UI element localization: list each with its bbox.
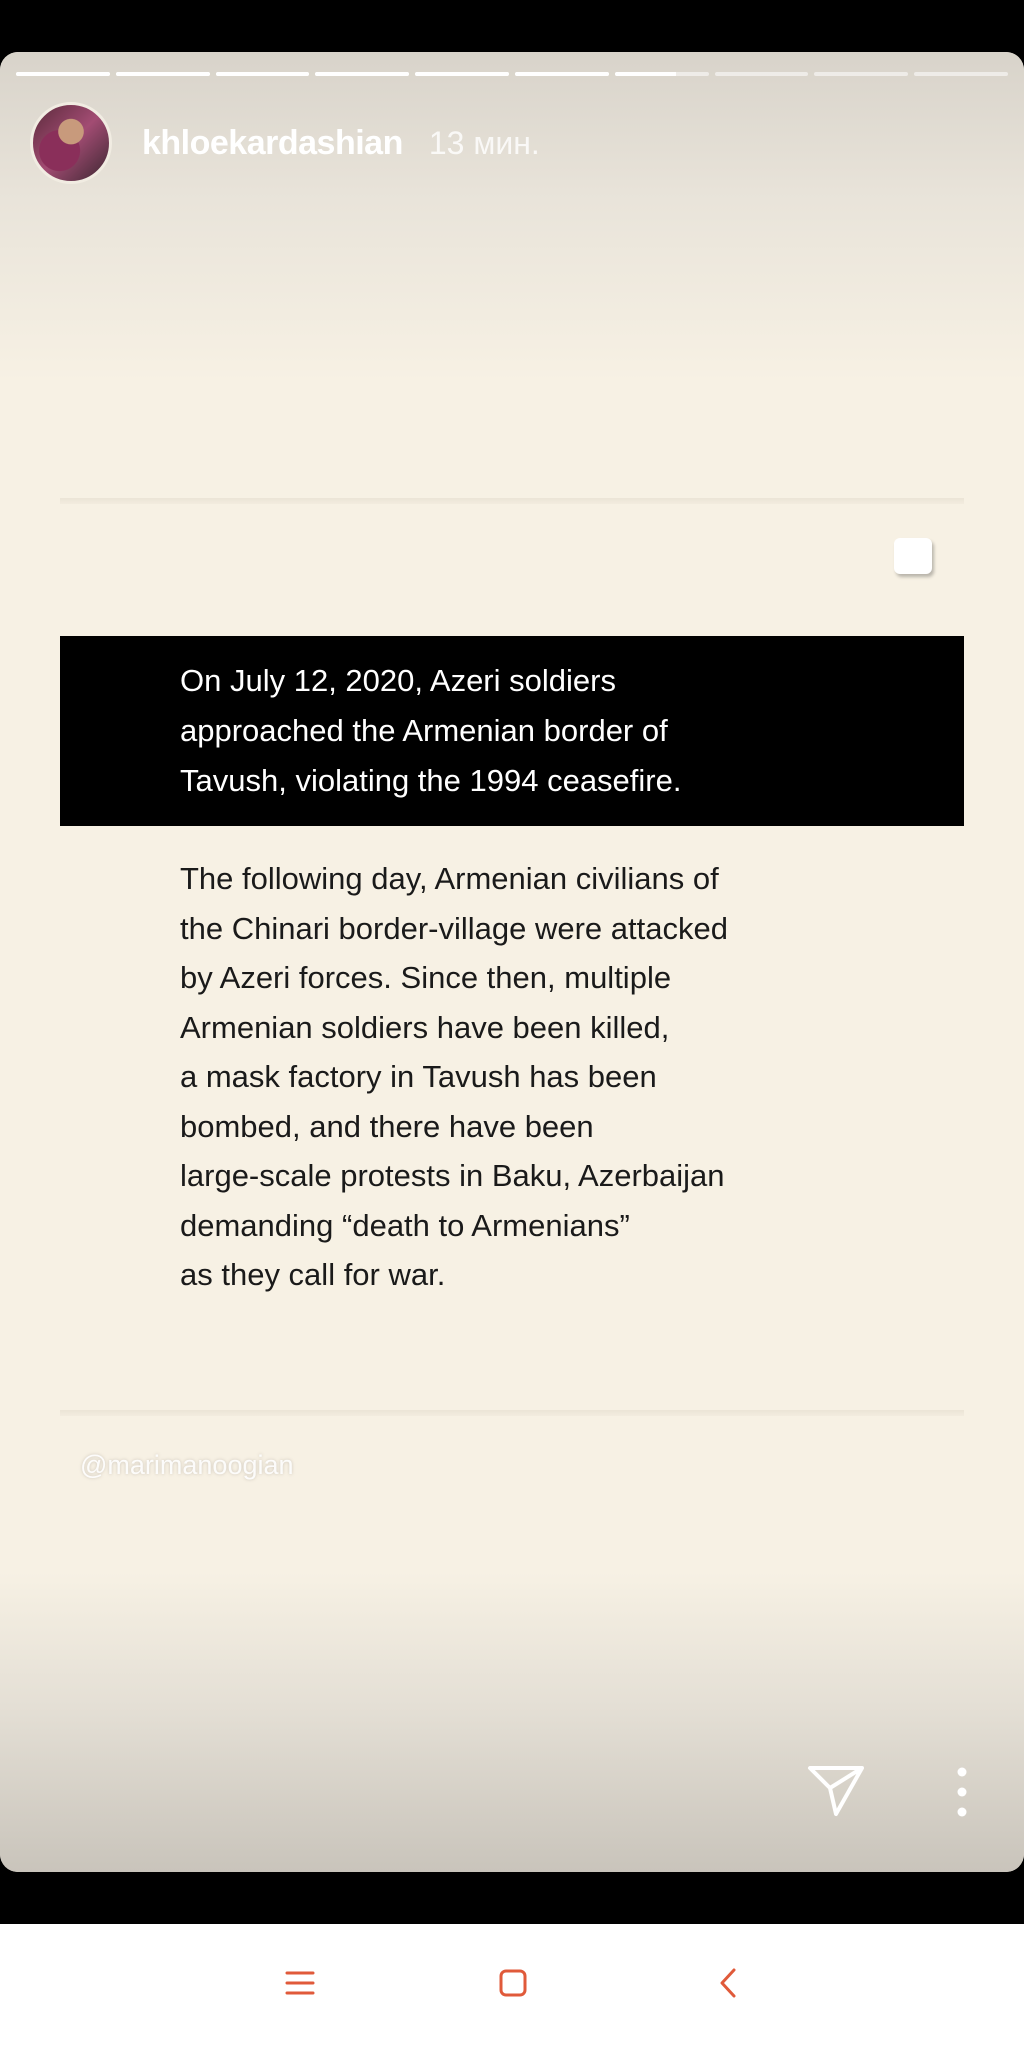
top-divider	[60, 498, 964, 504]
progress-segment	[415, 72, 509, 76]
bottom-gradient	[0, 1572, 1024, 1872]
back-chevron-icon	[716, 1967, 740, 1999]
progress-segment	[16, 72, 110, 76]
progress-segment	[615, 72, 709, 76]
story-progress-bar	[16, 72, 1008, 77]
menu-icon	[285, 1970, 315, 1996]
progress-segment	[216, 72, 310, 76]
progress-fill	[116, 72, 210, 76]
body-line: The following day, Armenian civilians of	[180, 861, 719, 896]
progress-fill	[16, 72, 110, 76]
body-line: by Azeri forces. Since then, multiple	[180, 960, 672, 995]
home-square-icon	[498, 1968, 528, 1998]
body-line: the Chinari border-village were attacked	[180, 910, 728, 946]
highlight-line: Tavush, violating the 1994 ceasefire.	[180, 763, 682, 798]
back-button[interactable]	[703, 1958, 753, 2008]
highlight-line: On July 12, 2020, Azeri soldiers	[180, 663, 616, 698]
send-icon[interactable]	[806, 1762, 866, 1818]
progress-segment	[116, 72, 210, 76]
bottom-divider	[60, 1410, 964, 1416]
body-line: demanding “death to Armenians”	[180, 1207, 630, 1243]
story-viewer[interactable]	[0, 52, 1024, 1872]
progress-segment	[515, 72, 609, 76]
system-navigation-bar	[0, 1924, 1024, 2048]
more-vertical-icon[interactable]	[948, 1766, 976, 1818]
progress-segment	[814, 72, 908, 76]
body-line: a mask factory in Tavush has been	[180, 1059, 657, 1094]
mention-tag[interactable]: @marimanoogian	[80, 1450, 294, 1480]
avatar[interactable]	[30, 102, 112, 184]
progress-fill	[515, 72, 609, 76]
progress-fill	[615, 72, 676, 76]
menu-button[interactable]	[275, 1958, 325, 2008]
progress-segment	[315, 72, 409, 76]
body-line: as they call for war.	[180, 1257, 446, 1292]
username[interactable]: khloekardashian	[142, 123, 403, 162]
checkbox-icon	[894, 538, 932, 574]
body-line: Armenian soldiers have been killed,	[180, 1009, 670, 1045]
progress-fill	[415, 72, 509, 76]
progress-segment	[715, 72, 809, 76]
progress-fill	[216, 72, 310, 76]
highlight-text	[180, 656, 880, 806]
highlight-line: approached the Armenian border of	[180, 713, 668, 748]
story-header	[30, 98, 540, 188]
progress-fill	[315, 72, 409, 76]
progress-segment	[914, 72, 1008, 76]
home-button[interactable]	[488, 1958, 538, 2008]
body-line: large-scale protests in Baku, Azerbaijan	[180, 1158, 725, 1193]
body-line: bombed, and there have been	[180, 1108, 594, 1144]
body-paragraph	[180, 854, 900, 1300]
story-timestamp: 13 мин.	[428, 124, 540, 161]
